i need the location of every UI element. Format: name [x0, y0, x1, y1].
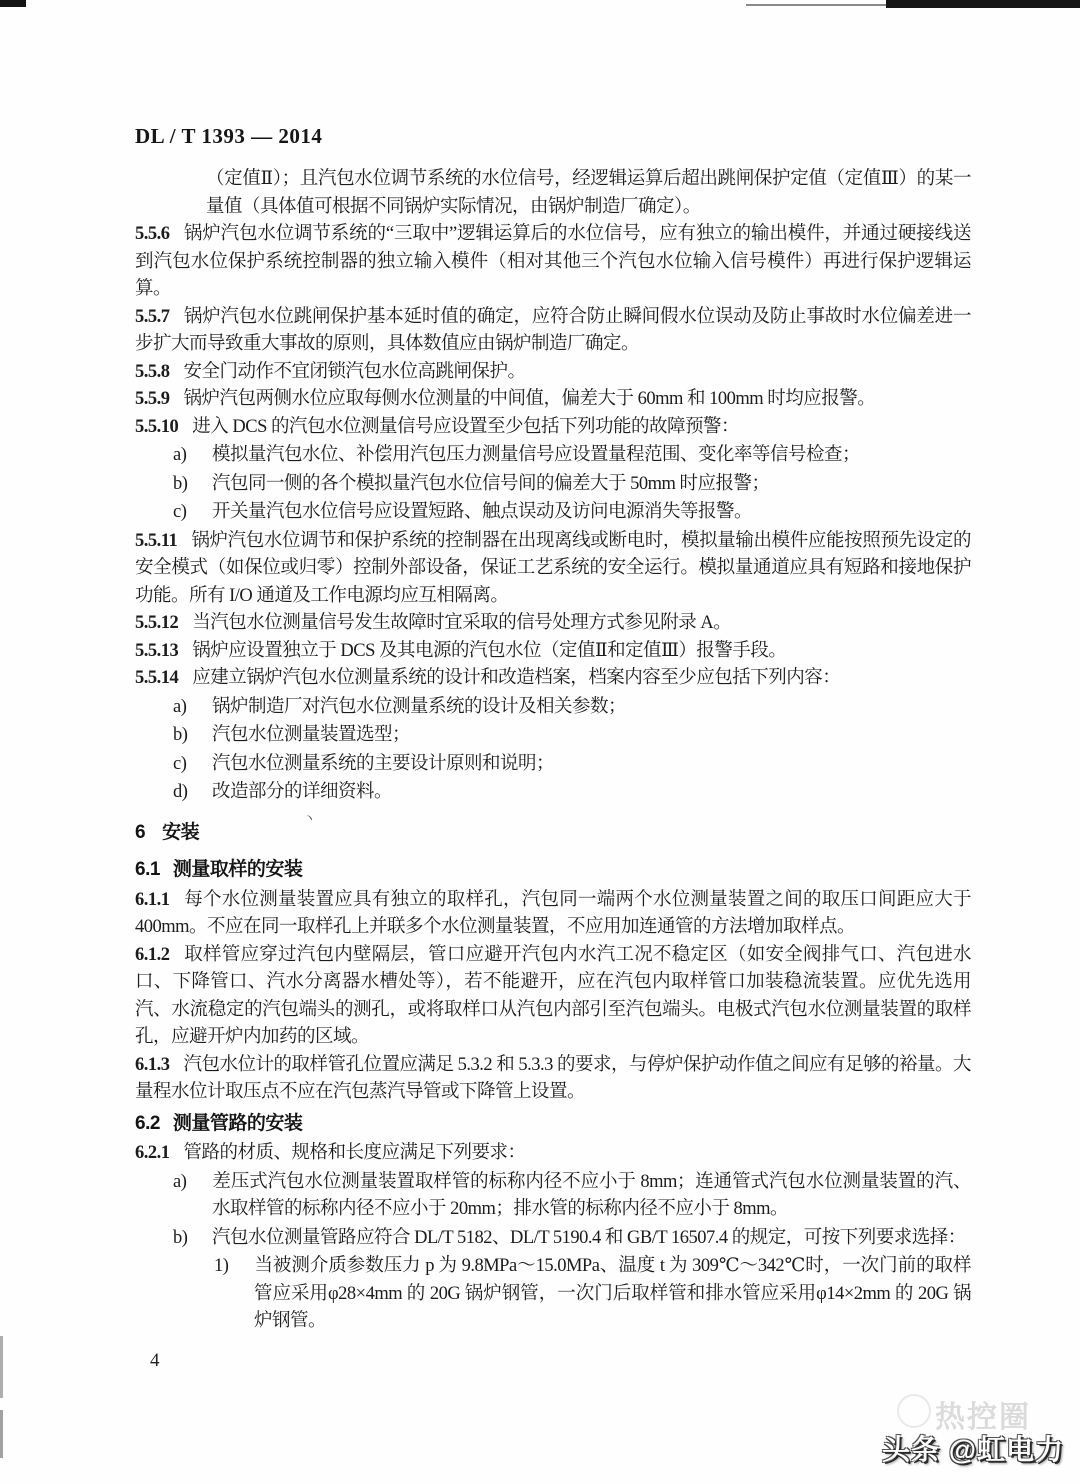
list-item — [173, 1225, 971, 1253]
clause-number: 5.5.11 — [135, 530, 178, 551]
clause-number: 5.5.8 — [135, 361, 170, 382]
paragraph-text: 汽包水位测量系统的主要设计原则和说明； — [212, 753, 555, 774]
clause-number: c) — [173, 502, 187, 522]
watermark-logo-circle-icon — [897, 1394, 931, 1428]
paragraph-text: 安装 — [162, 821, 200, 843]
subsection-heading — [135, 856, 971, 884]
paragraph-text: 当汽包水位测量信号发生故障时宜采取的信号处理方式参见附录 A。 — [192, 613, 732, 633]
clause-number: d) — [173, 782, 188, 802]
document-body — [135, 166, 971, 1337]
clause-number: 5.5.6 — [135, 224, 170, 244]
list-item — [173, 779, 971, 807]
paragraph-text: 测量管路的安装 — [172, 1112, 303, 1134]
scan-artifact-ink-speck: 丶 — [303, 811, 317, 826]
clause-paragraph — [135, 610, 971, 638]
paragraph-text: 开关量汽包水位信号应设置短路、触点误动及访问电源消失等报警。 — [212, 502, 753, 522]
paragraph-text: 安全门动作不宜闭锁汽包水位高跳闸保护。 — [183, 361, 526, 382]
scan-artifact-top-left-bar — [0, 0, 26, 7]
clause-number: a) — [173, 445, 187, 465]
paragraph-text: 模拟量汽包水位、补偿用汽包压力测量信号应设置量程范围、变化率等信号检查； — [212, 445, 861, 465]
clause-number: c) — [173, 753, 187, 774]
clause-number: 6.1.2 — [135, 944, 170, 965]
scan-artifact-top-right-bar — [886, 0, 1080, 8]
paragraph-text: 应建立锅炉汽包水位测量系统的设计和改造档案，档案内容至少应包括下列内容： — [192, 668, 841, 688]
clause-paragraph — [135, 887, 971, 942]
list-item — [173, 442, 971, 470]
clause-number: 6.2.1 — [135, 1143, 170, 1163]
list-item — [173, 499, 971, 527]
paragraph-text: 锅炉制造厂对汽包水位测量系统的设计及相关参数； — [212, 696, 627, 717]
paragraph-text: 锅炉汽包两侧水位应取每侧水位测量的中间值，偏差大于 60mm 和 100mm 时均应报警。 — [183, 389, 876, 409]
clause-number: 5.5.14 — [135, 668, 179, 688]
faint-watermark-text: 热控圈 — [935, 1401, 1031, 1434]
clause-number: 1) — [214, 1256, 229, 1276]
subsection-heading — [135, 1110, 971, 1138]
clause-number: 5.5.9 — [135, 389, 170, 409]
paragraph-text: 汽包同一侧的各个模拟量汽包水位信号间的偏差大于 50mm 时应报警； — [212, 473, 770, 494]
scan-artifact-left-edge — [0, 1336, 3, 1398]
clause-number: a) — [173, 1171, 187, 1192]
paragraph-text: （定值Ⅱ）；且汽包水位调节系统的水位信号，经逻辑运算后超出跳闸保护定值（定值Ⅲ）的某一量值（具体值可根据不同锅炉实际情况，由锅炉制造厂确定）。 — [206, 169, 971, 217]
paragraph-text: 进入 DCS 的汽包水位测量信号应设置至少包括下列功能的故障预警： — [192, 416, 739, 437]
paragraph-text: 每个水位测量装置应具有独立的取样孔，汽包同一端两个水位测量装置之间的取压口间距应大于 400mm。不应在同一取样孔上并联多个水位测量装置，不应用加连通管的方法增加取样点。 — [135, 889, 971, 937]
clause-paragraph — [135, 359, 971, 387]
paragraph-text: 锅炉汽包水位跳闸保护基本延时值的确定，应符合防止瞬间假水位误动及防止事故时水位偏差进一步扩大而导致重大事故的原则，具体数值应由锅炉制造厂确定。 — [135, 306, 971, 354]
clause-paragraph — [135, 304, 971, 359]
list-item — [173, 751, 971, 779]
clause-number: 5.5.10 — [135, 416, 179, 437]
list-item — [173, 471, 971, 499]
paragraph-text: 差压式汽包水位测量装置取样管的标称内径不应小于 8mm；连通管式汽包水位测量装置的汽、水取样管的标称内径不应小于 20mm；排水管的标称内径不应小于 8mm。 — [212, 1171, 971, 1219]
paragraph-text: 锅炉汽包水位调节和保护系统的控制器在出现离线或断电时，模拟量输出模件应能按照预先设定的安全模式（如保位或归零）控制外部设备，保证工艺系统的安全运行。模拟量通道应具有短路和接地保护功能。所有 I/O 通道及工作电源均应互相隔离。 — [135, 530, 971, 606]
section-number: 6.1 — [135, 859, 160, 880]
paragraph-text: 汽包水位测量管路应符合 DL/T 5182、DL/T 5190.4 和 GB/T 16507.4 的规定，可按下列要求选择： — [212, 1227, 966, 1248]
clause-paragraph — [135, 528, 971, 611]
clause-number: b) — [173, 1227, 188, 1248]
clause-number: b) — [173, 473, 188, 494]
scan-artifact-left-edge — [0, 1410, 3, 1458]
list-item — [173, 694, 971, 722]
paragraph-text: 测量取样的安装 — [172, 859, 303, 880]
clause-number: 5.5.12 — [135, 613, 179, 633]
section-heading — [135, 819, 971, 847]
paragraph-text: 锅炉应设置独立于 DCS 及其电源的汽包水位（定值Ⅱ和定值Ⅲ）报警手段。 — [192, 640, 787, 661]
continuation-paragraph — [206, 166, 971, 221]
standard-code-header: DL / T 1393 — 2014 — [135, 124, 323, 148]
clause-number: 6.1.1 — [135, 889, 170, 910]
paragraph-text: 取样管应穿过汽包内壁隔层，管口应避开汽包内水汽工况不稳定区（如安全阀排气口、汽包进水口、下降管口、汽水分离器水槽处等），若不能避开，应在汽包内取样管口加装稳流装置。应优先选用汽、水流稳定的汽包端头的测孔，或将取样口从汽包内部引至汽包端头。电极式汽包水位测量装置的取样孔，应避开炉内加药的区域。 — [135, 944, 971, 1047]
numbered-subitem — [214, 1253, 971, 1336]
paragraph-text: 汽包水位计的取样管孔位置应满足 5.3.2 和 5.3.3 的要求，与停炉保护动作值之间应有足够的裕量。大量程水位计取压点不应在汽包蒸汽导管或下降管上设置。 — [135, 1054, 972, 1102]
paragraph-text: 当被测介质参数压力 p 为 9.8MPa～15.0MPa、温度 t 为 309℃～342℃时，一次门前的取样管应采用φ28×4mm 的 20G 锅炉钢管，一次门后取样管和排水管应采用φ14×2mm 的 20G 锅炉钢管。 — [254, 1256, 971, 1331]
clause-paragraph — [135, 638, 971, 666]
list-item — [173, 722, 971, 750]
clause-number: 5.5.7 — [135, 306, 170, 327]
section-number: 6 — [135, 821, 146, 843]
clause-number: 5.5.13 — [135, 640, 179, 661]
clause-number: b) — [173, 725, 188, 745]
clause-paragraph — [135, 1140, 971, 1168]
clause-paragraph — [135, 386, 971, 414]
paragraph-text: 锅炉汽包水位调节系统的“三取中”逻辑运算后的水位信号，应有独立的输出模件，并通过硬接线送到汽包水位保护系统控制器的独立输入模件（相对其他三个汽包水位输入信号模件）再进行保护逻辑运算。 — [135, 224, 971, 299]
section-number: 6.2 — [135, 1112, 160, 1134]
clause-paragraph — [135, 942, 971, 1052]
clause-paragraph — [135, 665, 971, 693]
clause-paragraph — [135, 1052, 971, 1107]
page-number: 4 — [150, 1350, 160, 1371]
clause-number: 6.1.3 — [135, 1054, 170, 1075]
list-item — [173, 1169, 971, 1224]
clause-paragraph — [135, 414, 971, 442]
clause-paragraph — [135, 221, 971, 304]
paragraph-text: 改造部分的详细资料。 — [212, 782, 393, 802]
paragraph-text: 管路的材质、规格和长度应满足下列要求： — [183, 1143, 526, 1163]
paragraph-text: 汽包水位测量装置选型； — [212, 725, 411, 745]
clause-number: a) — [173, 696, 187, 717]
byline-watermark: 头条 @虹电力 — [882, 1434, 1065, 1465]
